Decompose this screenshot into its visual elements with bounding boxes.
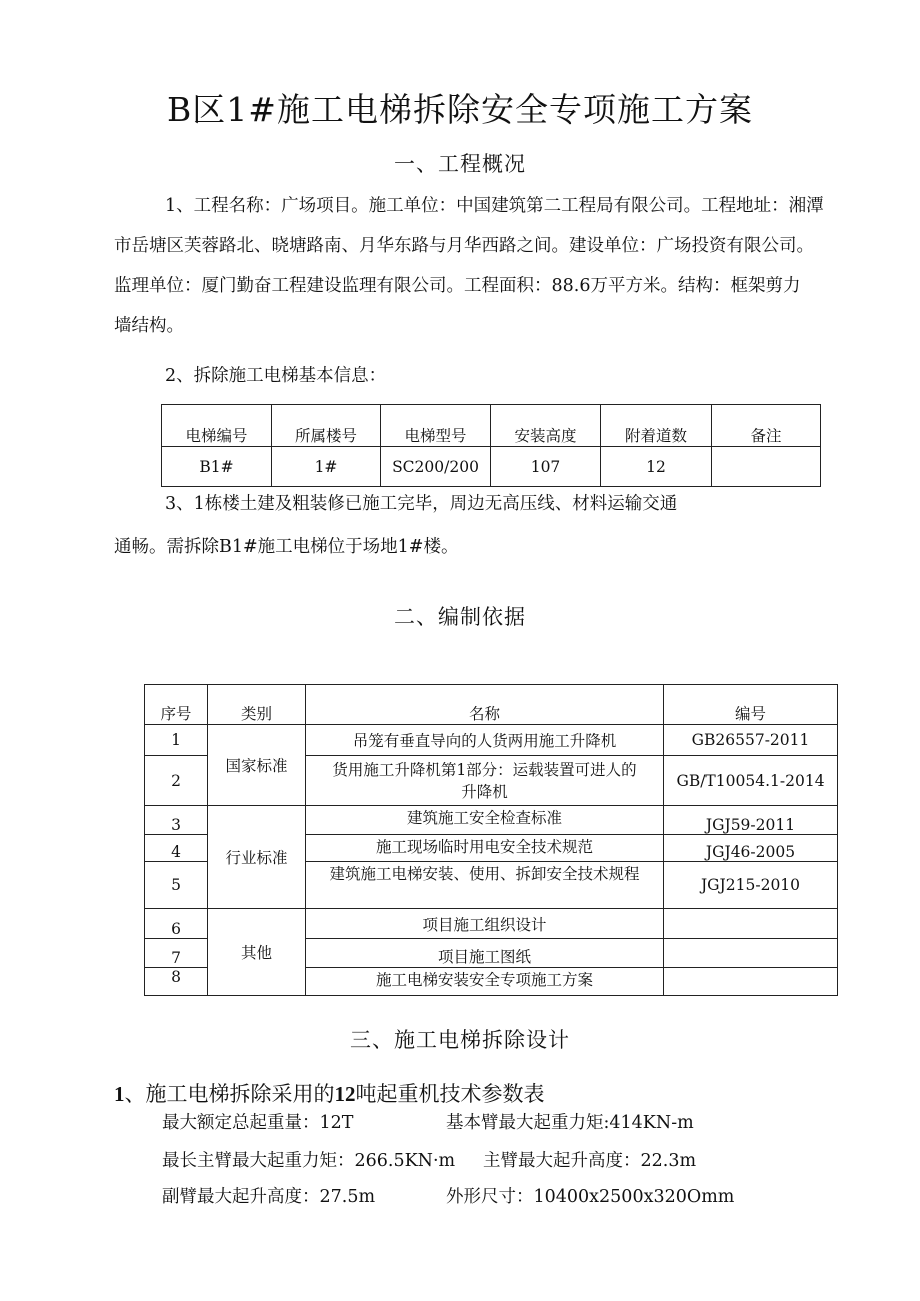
basis-row-name: [306, 756, 664, 806]
basis-header-cell: 序号: [145, 685, 208, 725]
crane-param-label: 最长主臂最大起重力矩：: [162, 1151, 355, 1171]
crane-param: [446, 1183, 734, 1208]
elevator-header-cell: 备注: [712, 405, 821, 447]
crane-heading-tonnage: 12: [334, 1082, 356, 1106]
crane-param: [162, 1183, 375, 1208]
basis-row-name: 施工现场临时用电安全技术规范: [306, 835, 664, 862]
crane-heading-number: 1: [114, 1082, 125, 1106]
elevator-cell: 12: [601, 447, 712, 487]
crane-param-value: 22.3m: [640, 1151, 697, 1171]
section1-heading: 一、工程概况: [394, 152, 526, 176]
section2-heading: 二、编制依据: [394, 605, 526, 629]
section3-heading: 三、施工电梯拆除设计: [350, 1028, 570, 1052]
para3-line1: 3、1栋楼土建及粗装修已施工完毕，周边无高压线、材料运输交通: [165, 494, 678, 514]
basis-row-code: [664, 909, 838, 939]
basis-row-code: JGJ59-2011: [664, 806, 838, 835]
basis-table: [144, 684, 838, 996]
elevator-cell: 107: [491, 447, 601, 487]
basis-row-name: 吊笼有垂直导向的人货两用施工升降机: [306, 725, 664, 756]
crane-param-value: 10400x2500x320Omm: [533, 1187, 735, 1207]
elevator-header-cell: 电梯型号: [381, 405, 491, 447]
elevator-header-cell: 所属楼号: [272, 405, 381, 447]
para1-line4: 墙结构。: [114, 316, 184, 336]
crane-param: [162, 1109, 353, 1134]
crane-param-label: 外形尺寸：: [446, 1187, 534, 1207]
basis-row-number: 8: [145, 968, 208, 996]
elevator-cell: 1#: [272, 447, 381, 487]
basis-row-number: 6: [145, 909, 208, 939]
basis-row-code: [664, 968, 838, 996]
elevator-cell: B1#: [162, 447, 272, 487]
basis-row-number: 2: [145, 756, 208, 806]
crane-heading-text: 吨起重机技术参数表: [355, 1082, 545, 1106]
elevator-header-cell: 电梯编号: [162, 405, 272, 447]
document-title: B区1#施工电梯拆除安全专项施工方案: [167, 90, 753, 129]
basis-header-cell: 名称: [306, 685, 664, 725]
para1-line3: 监理单位：厦门勤奋工程建设监理有限公司。工程面积：88.6万平方米。结构：框架剪力: [114, 276, 801, 296]
basis-header-cell: 编号: [664, 685, 838, 725]
para1-line2: 市岳塘区芙蓉路北、晓塘路南、月华东路与月华西路之间。建设单位：广场投资有限公司。: [114, 236, 814, 256]
basis-row-name: 项目施工组织设计: [306, 909, 664, 939]
para3-line2: 通畅。需拆除B1#施工电梯位于场地1#楼。: [114, 537, 459, 557]
basis-row-code: JGJ46-2005: [664, 835, 838, 862]
basis-category-cell: 国家标准: [208, 725, 306, 806]
crane-param-value: 414KN-m: [609, 1113, 694, 1133]
basis-row-code: GB26557-2011: [664, 725, 838, 756]
crane-param-label: 主臂最大起升高度：: [483, 1151, 641, 1171]
elevator-header-cell: 附着道数: [601, 405, 712, 447]
basis-header-cell: 类别: [208, 685, 306, 725]
crane-param: [483, 1147, 696, 1172]
basis-category-cell: 其他: [208, 909, 306, 996]
crane-param: [446, 1109, 694, 1134]
crane-param-label: 副臂最大起升高度：: [162, 1187, 320, 1207]
crane-params-heading: [114, 1078, 545, 1108]
elevator-cell: SC200/200: [381, 447, 491, 487]
basis-row-code: [664, 939, 838, 968]
elevator-info-table: [161, 404, 821, 487]
basis-row-code: JGJ215-2010: [664, 862, 838, 909]
crane-param-value: 266.5KN·m: [354, 1151, 456, 1171]
basis-row-name: 建筑施工安全检查标准: [306, 806, 664, 835]
para1-line1: 1、工程名称：广场项目。施工单位：中国建筑第二工程局有限公司。工程地址：湘潭: [165, 196, 824, 216]
elevator-header-cell: 安装高度: [491, 405, 601, 447]
crane-param-label: 最大额定总起重量：: [162, 1113, 320, 1133]
basis-row-name: 项目施工图纸: [306, 939, 664, 968]
crane-param-value: 27.5m: [319, 1187, 376, 1207]
basis-row-number: 3: [145, 806, 208, 835]
basis-row-name-line: 升降机: [461, 782, 508, 801]
basis-row-number: 1: [145, 725, 208, 756]
crane-param: [162, 1147, 455, 1172]
crane-param-label: 基本臂最大起重力矩:: [446, 1113, 610, 1133]
basis-category-cell: 行业标准: [208, 806, 306, 909]
para2: 2、拆除施工电梯基本信息：: [165, 366, 387, 386]
elevator-cell: [712, 447, 821, 487]
basis-row-name-line: 货用施工升降机第1部分：运载装置可进人的: [332, 760, 637, 779]
crane-heading-text: 、施工电梯拆除采用的: [124, 1082, 335, 1106]
basis-row-name: 施工电梯安装安全专项施工方案: [306, 968, 664, 996]
basis-row-number: 7: [145, 939, 208, 968]
basis-row-number: 5: [145, 862, 208, 909]
basis-row-code: GB/T10054.1-2014: [664, 756, 838, 806]
basis-row-name: 建筑施工电梯安装、使用、拆卸安全技术规程: [306, 862, 664, 909]
basis-row-number: 4: [145, 835, 208, 862]
crane-param-value: 12T: [319, 1113, 354, 1133]
